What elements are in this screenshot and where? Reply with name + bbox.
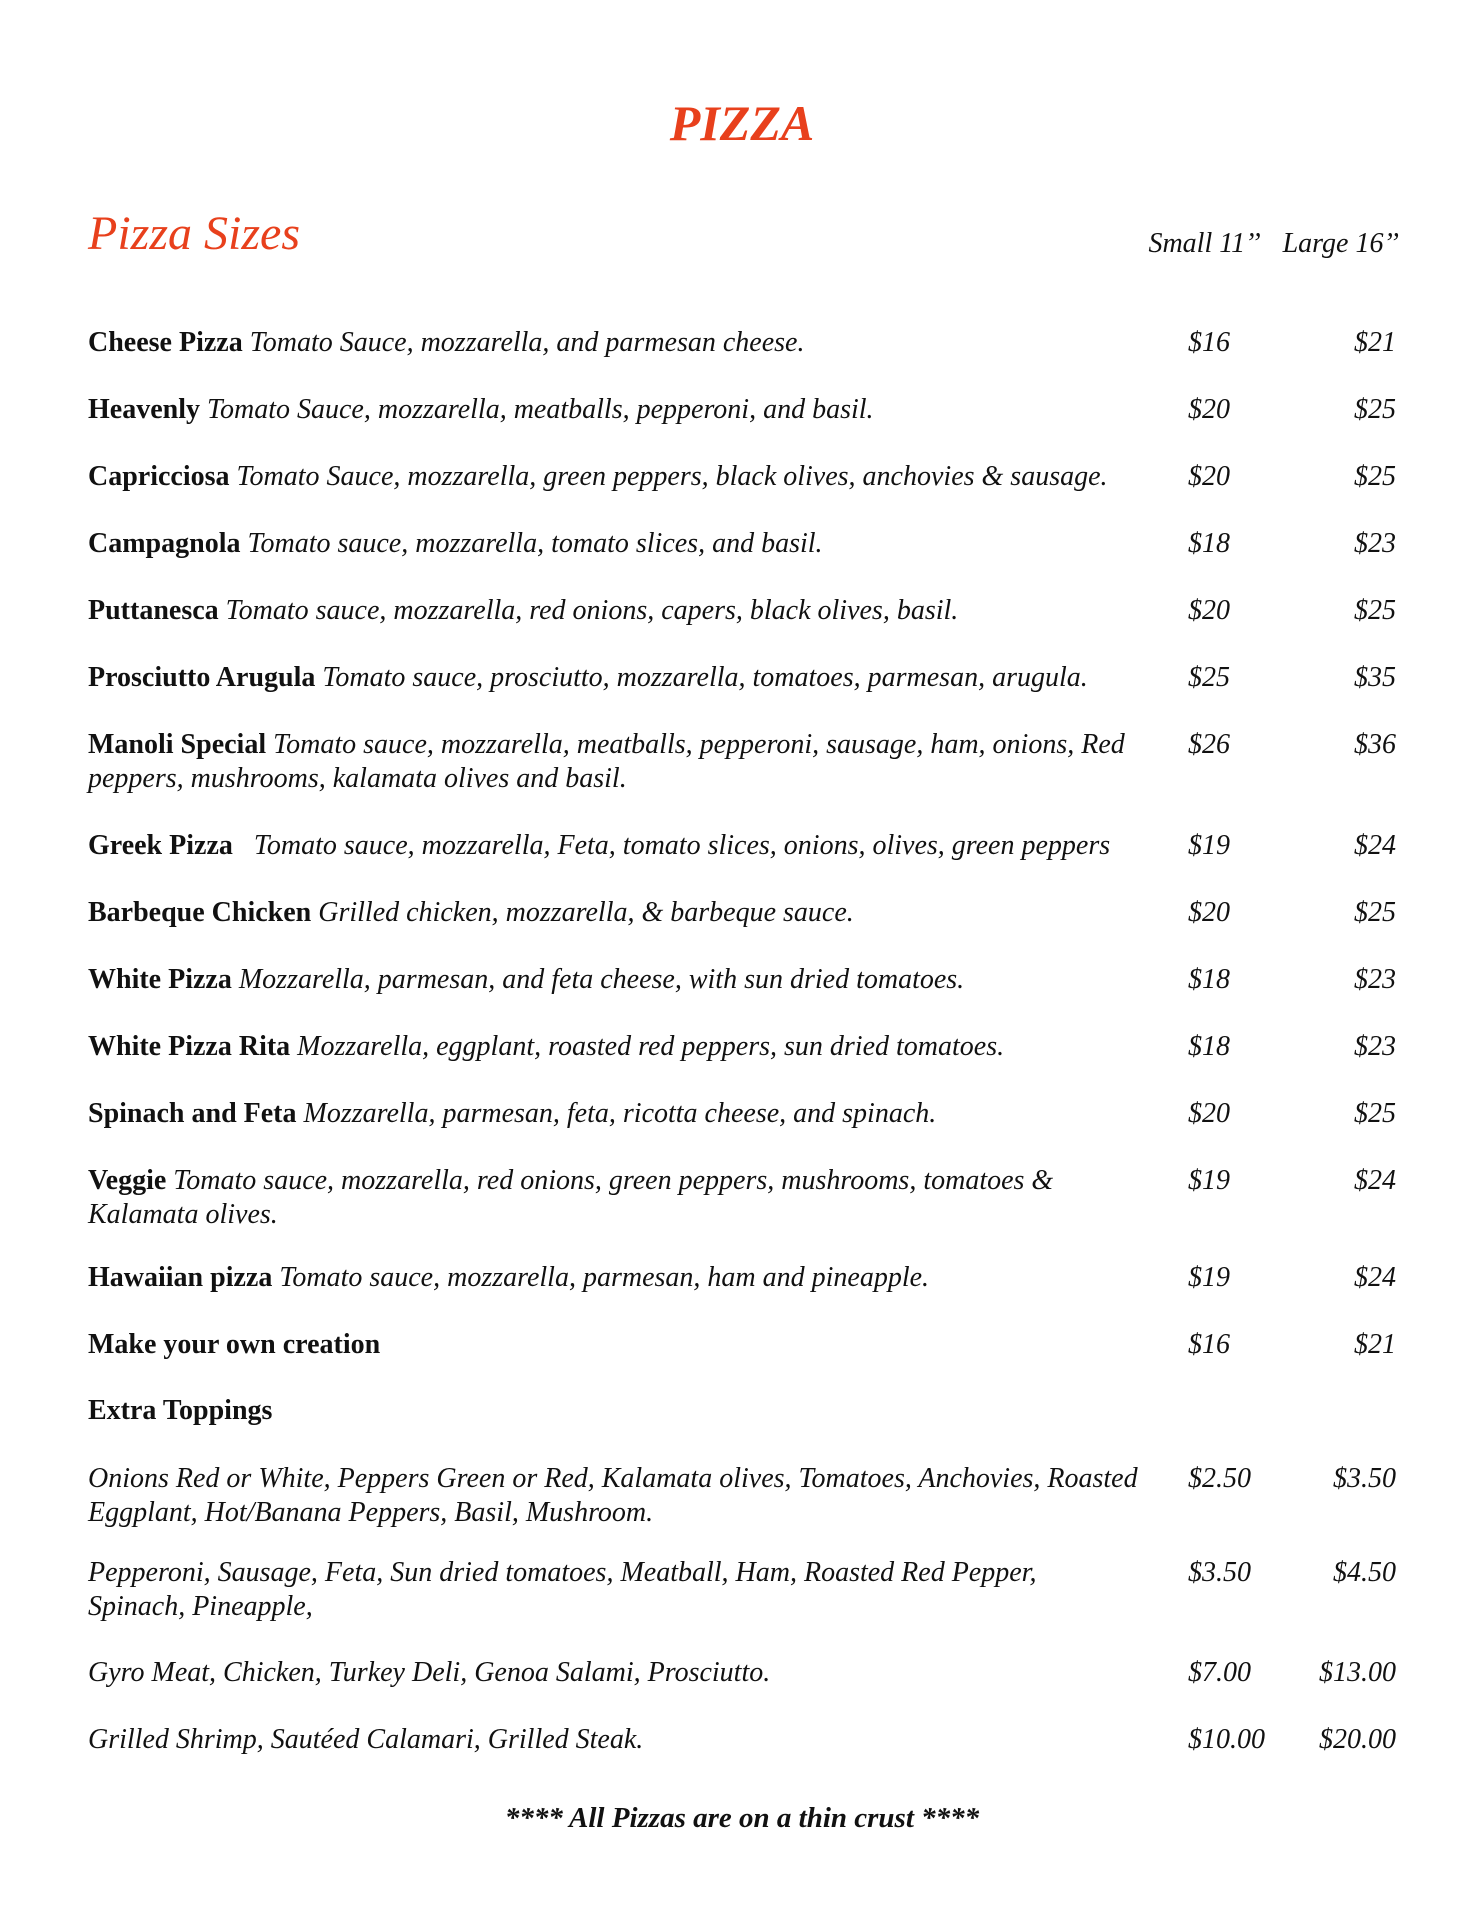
price-small: $20 bbox=[1188, 394, 1230, 425]
price-small: $3.50 bbox=[1188, 1557, 1251, 1588]
item-description: Mozzarella, parmesan, and feta cheese, with sun dried tomatoes. bbox=[238, 964, 965, 995]
menu-item bbox=[88, 460, 1396, 494]
menu-item bbox=[88, 661, 1396, 695]
price-large: $4.50 bbox=[1333, 1557, 1396, 1588]
sizes-heading: Pizza Sizes bbox=[88, 207, 301, 260]
price-small: $18 bbox=[1188, 964, 1230, 995]
menu-item bbox=[88, 728, 1396, 796]
item-description: Mozzarella, eggplant, roasted red peppers, sun dried tomatoes. bbox=[297, 1031, 1005, 1062]
item-name: Heavenly bbox=[88, 394, 200, 425]
price-large: $24 bbox=[1354, 830, 1396, 861]
price-small: $20 bbox=[1188, 897, 1230, 928]
price-small: $10.00 bbox=[1188, 1724, 1265, 1755]
price-small: $19 bbox=[1188, 1262, 1230, 1293]
item-description: Tomato Sauce, mozzarella, green peppers, black olives, anchovies & sausage. bbox=[236, 461, 1108, 492]
topping-group bbox=[88, 1556, 1396, 1624]
item-name: Barbeque Chicken bbox=[88, 897, 312, 928]
price-large: $36 bbox=[1354, 729, 1396, 760]
price-large: $23 bbox=[1354, 528, 1396, 559]
topping-description: Pepperoni, Sausage, Feta, Sun dried tomatoes, Meatball, Ham, Roasted Red Pepper, Spinach, Pineapple, bbox=[88, 1557, 1037, 1622]
price-large: $25 bbox=[1354, 461, 1396, 492]
topping-description: Grilled Shrimp, Sautéed Calamari, Grilled Steak. bbox=[88, 1724, 644, 1755]
size-large-label: Large 16’’ bbox=[1282, 228, 1399, 259]
price-small: $18 bbox=[1188, 1031, 1230, 1062]
price-small: $26 bbox=[1188, 729, 1230, 760]
menu-item bbox=[88, 326, 1396, 360]
price-large: $20.00 bbox=[1319, 1724, 1396, 1755]
menu-item bbox=[88, 896, 1396, 930]
price-small: $16 bbox=[1188, 1329, 1230, 1360]
item-name: Veggie bbox=[88, 1165, 167, 1196]
menu-item bbox=[88, 1164, 1396, 1232]
item-name: Prosciutto Arugula bbox=[88, 662, 316, 693]
price-large: $24 bbox=[1354, 1262, 1396, 1293]
item-description: Tomato sauce, prosciutto, mozzarella, tomatoes, parmesan, arugula. bbox=[322, 662, 1088, 693]
extra-toppings-heading: Extra Toppings bbox=[88, 1395, 273, 1426]
item-name: Greek Pizza bbox=[88, 830, 233, 861]
item-description: Tomato sauce, mozzarella, red onions, green peppers, mushrooms, tomatoes & Kalamata olives. bbox=[88, 1165, 1054, 1230]
price-small: $18 bbox=[1188, 528, 1230, 559]
item-name: Hawaiian pizza bbox=[88, 1262, 273, 1293]
item-description: Grilled chicken, mozzarella, & barbeque sauce. bbox=[318, 897, 854, 928]
item-description: Tomato Sauce, mozzarella, meatballs, pepperoni, and basil. bbox=[207, 394, 874, 425]
price-large: $24 bbox=[1354, 1165, 1396, 1196]
page-title: PIZZA bbox=[669, 95, 815, 151]
price-large: $25 bbox=[1354, 595, 1396, 626]
item-name: Manoli Special bbox=[88, 729, 267, 760]
price-large: $25 bbox=[1354, 1098, 1396, 1129]
price-large: $21 bbox=[1354, 327, 1396, 358]
item-description: Mozzarella, parmesan, feta, ricotta cheese, and spinach. bbox=[303, 1098, 937, 1129]
menu-item bbox=[88, 527, 1396, 561]
item-description: Tomato sauce, mozzarella, tomato slices, and basil. bbox=[247, 528, 823, 559]
price-large: $35 bbox=[1354, 662, 1396, 693]
price-small: $20 bbox=[1188, 595, 1230, 626]
item-name: Cheese Pizza bbox=[88, 327, 243, 358]
item-name: Make your own creation bbox=[88, 1329, 381, 1360]
price-small: $19 bbox=[1188, 830, 1230, 861]
item-description: Tomato Sauce, mozzarella, and parmesan cheese. bbox=[249, 327, 805, 358]
item-name: White Pizza Rita bbox=[88, 1031, 291, 1062]
price-large: $25 bbox=[1354, 394, 1396, 425]
menu-item bbox=[88, 829, 1396, 863]
item-name: Capricciosa bbox=[88, 461, 230, 492]
price-small: $2.50 bbox=[1188, 1463, 1251, 1494]
item-name: Spinach and Feta bbox=[88, 1098, 297, 1129]
item-description: Tomato sauce, mozzarella, meatballs, pepperoni, sausage, ham, onions, Red peppers, mushrooms, kalamata olives and basil. bbox=[88, 729, 1125, 794]
price-small: $7.00 bbox=[1188, 1657, 1251, 1688]
size-labels bbox=[1148, 228, 1399, 260]
item-name: Puttanesca bbox=[88, 595, 219, 626]
price-large: $13.00 bbox=[1319, 1657, 1396, 1688]
price-large: $23 bbox=[1354, 964, 1396, 995]
item-description: Tomato sauce, mozzarella, parmesan, ham and pineapple. bbox=[279, 1262, 930, 1293]
price-small: $25 bbox=[1188, 662, 1230, 693]
price-large: $25 bbox=[1354, 897, 1396, 928]
price-small: $20 bbox=[1188, 1098, 1230, 1129]
menu-item bbox=[88, 1328, 1396, 1362]
item-description: Tomato sauce, mozzarella, Feta, tomato slices, onions, olives, green peppers bbox=[253, 830, 1111, 861]
price-small: $20 bbox=[1188, 461, 1230, 492]
menu-item bbox=[88, 1030, 1396, 1064]
size-small-label: Small 11’’ bbox=[1148, 228, 1258, 259]
menu-item bbox=[88, 594, 1396, 628]
item-name: White Pizza bbox=[88, 964, 232, 995]
menu-item bbox=[88, 393, 1396, 427]
menu-item bbox=[88, 1261, 1396, 1295]
topping-group bbox=[88, 1656, 1396, 1690]
topping-group bbox=[88, 1723, 1396, 1757]
thin-crust-note: **** All Pizzas are on a thin crust **** bbox=[504, 1802, 980, 1834]
price-small: $19 bbox=[1188, 1165, 1230, 1196]
menu-item bbox=[88, 963, 1396, 997]
price-large: $21 bbox=[1354, 1329, 1396, 1360]
item-name: Campagnola bbox=[88, 528, 241, 559]
menu-item bbox=[88, 1097, 1396, 1131]
topping-group bbox=[88, 1462, 1396, 1530]
topping-description: Onions Red or White, Peppers Green or Red, Kalamata olives, Tomatoes, Anchovies, Roasted Eggplant, Hot/Banana Peppers, Basil, Mushroom. bbox=[88, 1463, 1138, 1528]
topping-description: Gyro Meat, Chicken, Turkey Deli, Genoa Salami, Prosciutto. bbox=[88, 1657, 771, 1688]
price-large: $3.50 bbox=[1333, 1463, 1396, 1494]
item-description: Tomato sauce, mozzarella, red onions, capers, black olives, basil. bbox=[225, 595, 959, 626]
price-large: $23 bbox=[1354, 1031, 1396, 1062]
price-small: $16 bbox=[1188, 327, 1230, 358]
